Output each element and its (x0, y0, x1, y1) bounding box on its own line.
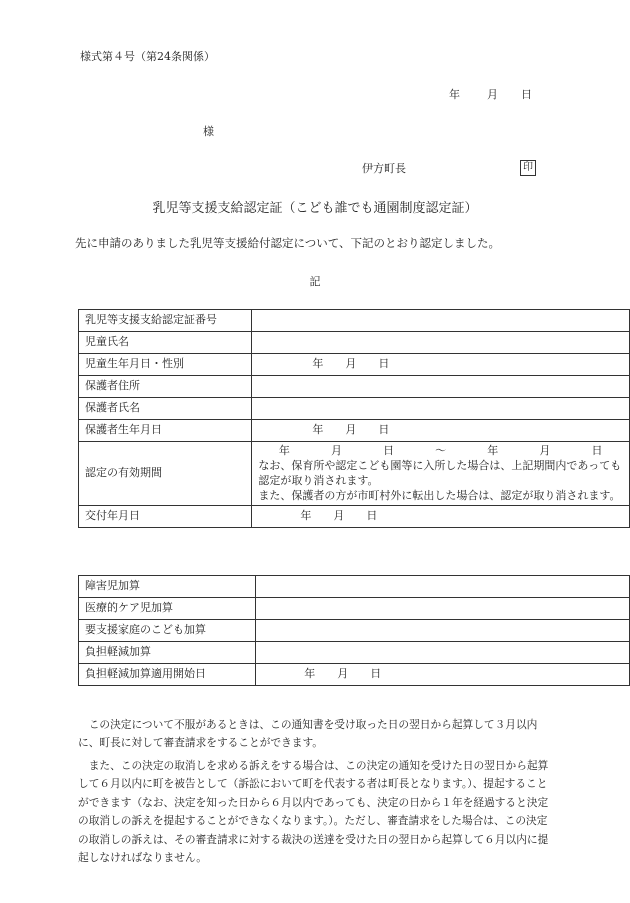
row-value (252, 398, 630, 420)
appeal-notice-paragraph: この決定について不服があるときは、この通知書を受け取った日の翌日から起算して３月以内に、町長に対して審査請求をすることができます。 (78, 718, 538, 750)
date-month: 月 (487, 88, 498, 101)
row-value (252, 310, 630, 332)
row-label: 交付年月日 (79, 506, 252, 528)
table-row (79, 506, 630, 528)
row-value: 年 月 日 (252, 420, 630, 442)
row-value (252, 332, 630, 354)
table-row (79, 620, 630, 642)
row-label: 要支援家庭のこども加算 (79, 620, 256, 642)
row-label: 児童生年月日・性別 (79, 354, 252, 376)
seal-mark: 印 (520, 160, 536, 176)
table-row (79, 398, 630, 420)
row-label: 障害児加算 (79, 576, 256, 598)
row-value: 年 月 日 (256, 664, 630, 686)
ki-heading: 記 (309, 275, 321, 288)
row-value (252, 376, 630, 398)
row-value (256, 576, 630, 598)
table-row (79, 310, 630, 332)
validity-note: また、保護者の方が市町村外に転出した場合は、認定が取り消されます。 (258, 488, 621, 502)
addition-table (78, 575, 630, 686)
issue-date-line (449, 88, 532, 103)
table-row (79, 420, 630, 442)
intro-text: 先に申請のありました乳児等支援給付認定について、下記のとおり認定しました。 (75, 236, 501, 250)
range-day: 日 (591, 444, 603, 457)
lawsuit-notice-paragraph: また、この決定の取消しを求める訴えをする場合は、この決定の通知を受けた日の翌日から起算して６月以内に町を被告として（訴訟において町を代表する者は町長となります。）、提起することができます（なお、決定を知った日から６月以内であっても、決定の日から１年を経過すると決定の取消しの訴えを提起することができなくなります。）。ただし、審査請求をした場合は、この決定の取消しの訴えは、その審査請求に対する裁決の送達を受けた日の翌日から起算して６月以内に提起しなければなりません。 (78, 759, 549, 865)
row-label: 負担軽減加算適用開始日 (79, 664, 256, 686)
validity-range (258, 444, 623, 459)
row-label: 保護者氏名 (79, 398, 252, 420)
row-label: 乳児等支援支給認定証番号 (79, 310, 252, 332)
table-row (79, 576, 630, 598)
table-row (79, 332, 630, 354)
row-label: 認定の有効期間 (79, 442, 252, 506)
document-title: 乳児等支援支給認定証（こども誰でも通園制度認定証） (152, 201, 478, 216)
row-label: 保護者生年月日 (79, 420, 252, 442)
row-value (256, 642, 630, 664)
validity-note: なお、保育所や認定こども園等に入所した場合は、上記期間内であっても認定が取り消されます。 (258, 458, 622, 487)
row-value (256, 598, 630, 620)
table-row (79, 442, 630, 506)
range-tilde: ～ (435, 444, 447, 457)
range-year: 年 (487, 444, 499, 457)
table-row (79, 376, 630, 398)
range-month: 月 (539, 444, 551, 457)
form-number: 様式第４号（第24条関係） (80, 50, 215, 63)
table-row (79, 664, 630, 686)
range-day: 日 (383, 444, 395, 457)
date-day: 日 (521, 88, 532, 101)
addressee-suffix: 様 (203, 125, 214, 138)
row-value: 年 月 日 (252, 506, 630, 528)
row-label: 保護者住所 (79, 376, 252, 398)
row-label: 負担軽減加算 (79, 642, 256, 664)
certification-table (78, 309, 630, 528)
validity-cell (252, 442, 630, 506)
row-label: 児童氏名 (79, 332, 252, 354)
date-year: 年 (449, 88, 460, 101)
table-row (79, 354, 630, 376)
row-value (256, 620, 630, 642)
row-label: 医療的ケア児加算 (79, 598, 256, 620)
row-value: 年 月 日 (252, 354, 630, 376)
table-row (79, 642, 630, 664)
table-row (79, 598, 630, 620)
range-year: 年 (278, 444, 290, 457)
issuer-name: 伊方町長 (362, 162, 406, 175)
range-month: 月 (330, 444, 342, 457)
